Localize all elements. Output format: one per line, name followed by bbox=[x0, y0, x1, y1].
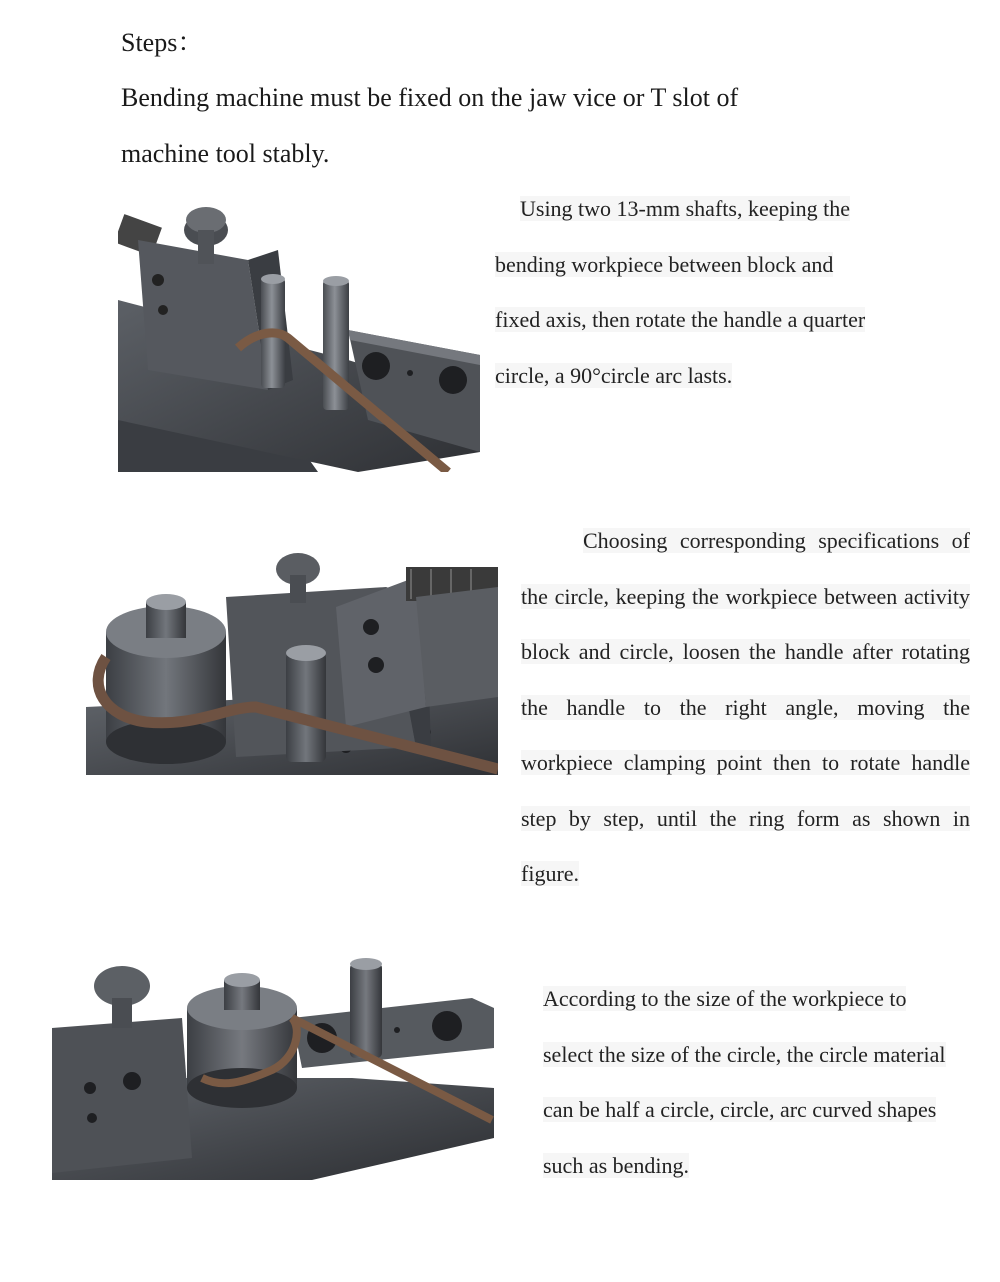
section-3-text bbox=[543, 971, 961, 1193]
section-1-paragraph: Using two 13-mm shafts, keeping the bending workpiece between block and fixed axis, then rotate the handle a quarter circle, a 90°circle arc lasts. bbox=[495, 196, 866, 388]
section-2-paragraph: Choosing corresponding specifications of the circle, keeping the workpiece between activity block and circle, loosen the handle after rotating the handle to the right angle, moving the workpiece clamping point then to rotate handle step by step, until the ring form as shown in figure. bbox=[521, 528, 970, 886]
steps-heading: Steps： bbox=[121, 28, 204, 57]
bending-photo-circle bbox=[86, 547, 498, 775]
section-2-text bbox=[521, 513, 970, 902]
intro-line-1: Bending machine must be fixed on the jaw vice or T slot of bbox=[121, 83, 739, 112]
section-1-text bbox=[495, 181, 867, 403]
bending-photo-half-circle bbox=[52, 958, 494, 1180]
bending-photo-two-shafts bbox=[118, 190, 480, 472]
intro-line-2: machine tool stably. bbox=[121, 139, 330, 168]
section-3-paragraph: According to the size of the workpiece to select the size of the circle, the circle material can be half a circle, circle, arc curved shapes such as bending. bbox=[543, 986, 946, 1178]
